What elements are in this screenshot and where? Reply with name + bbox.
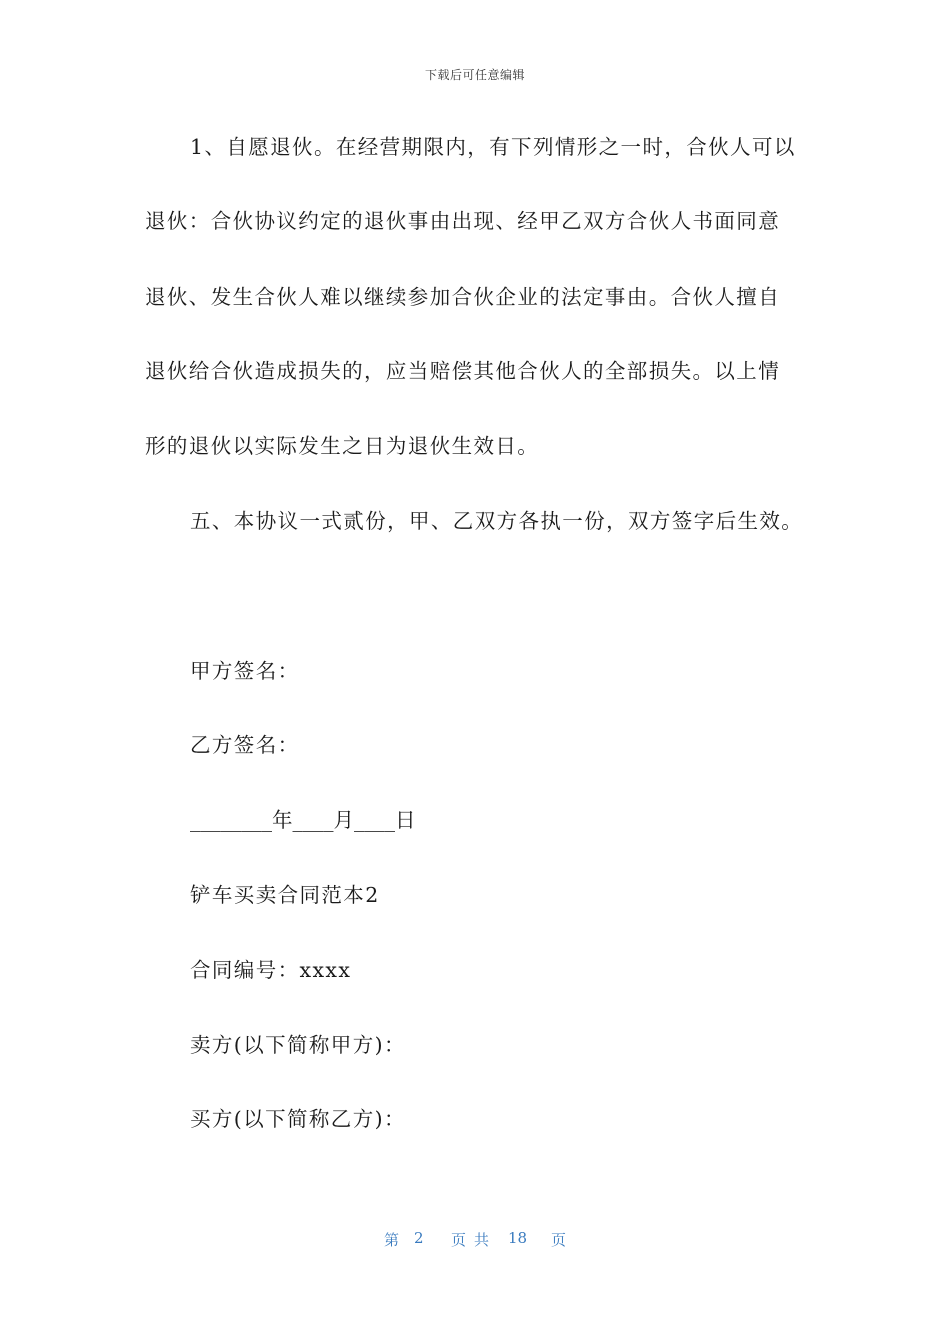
page-header: 下载后可任意编辑 — [424, 68, 525, 82]
contract-number: 合同编号：xxxx — [190, 958, 352, 982]
footer-page-number: 2 — [414, 1229, 424, 1247]
footer-suffix: 页 — [551, 1231, 567, 1249]
paragraph2: 五、本协议一式贰份，甲、乙双方各执一份，双方签字后生效。 — [190, 509, 804, 533]
paragraph1-line1: 1、自愿退伙。在经营期限内，有下列情形之一时，合伙人可以 — [190, 135, 796, 159]
paragraph1-line2: 退伙：合伙协议约定的退伙事由出现、经甲乙双方合伙人书面同意 — [145, 209, 781, 233]
footer-middle: 页共 — [451, 1231, 498, 1249]
party-b-signature: 乙方签名： — [190, 733, 300, 757]
signature-date: ________年____月____日 — [190, 808, 416, 832]
footer-prefix: 第 — [384, 1231, 400, 1249]
buyer-line: 买方(以下简称乙方)： — [190, 1107, 406, 1131]
contract2-title: 铲车买卖合同范本2 — [190, 883, 380, 907]
seller-line: 卖方(以下简称甲方)： — [190, 1033, 406, 1057]
footer-total-pages: 18 — [508, 1229, 528, 1247]
page-footer — [0, 1229, 950, 1249]
paragraph1-line3: 退伙、发生合伙人难以继续参加合伙企业的法定事由。合伙人擅自 — [145, 285, 781, 309]
paragraph1-line5: 形的退伙以实际发生之日为退伙生效日。 — [145, 434, 540, 458]
paragraph1-line4: 退伙给合伙造成损失的，应当赔偿其他合伙人的全部损失。以上情 — [145, 359, 781, 383]
party-a-signature: 甲方签名： — [190, 659, 300, 683]
